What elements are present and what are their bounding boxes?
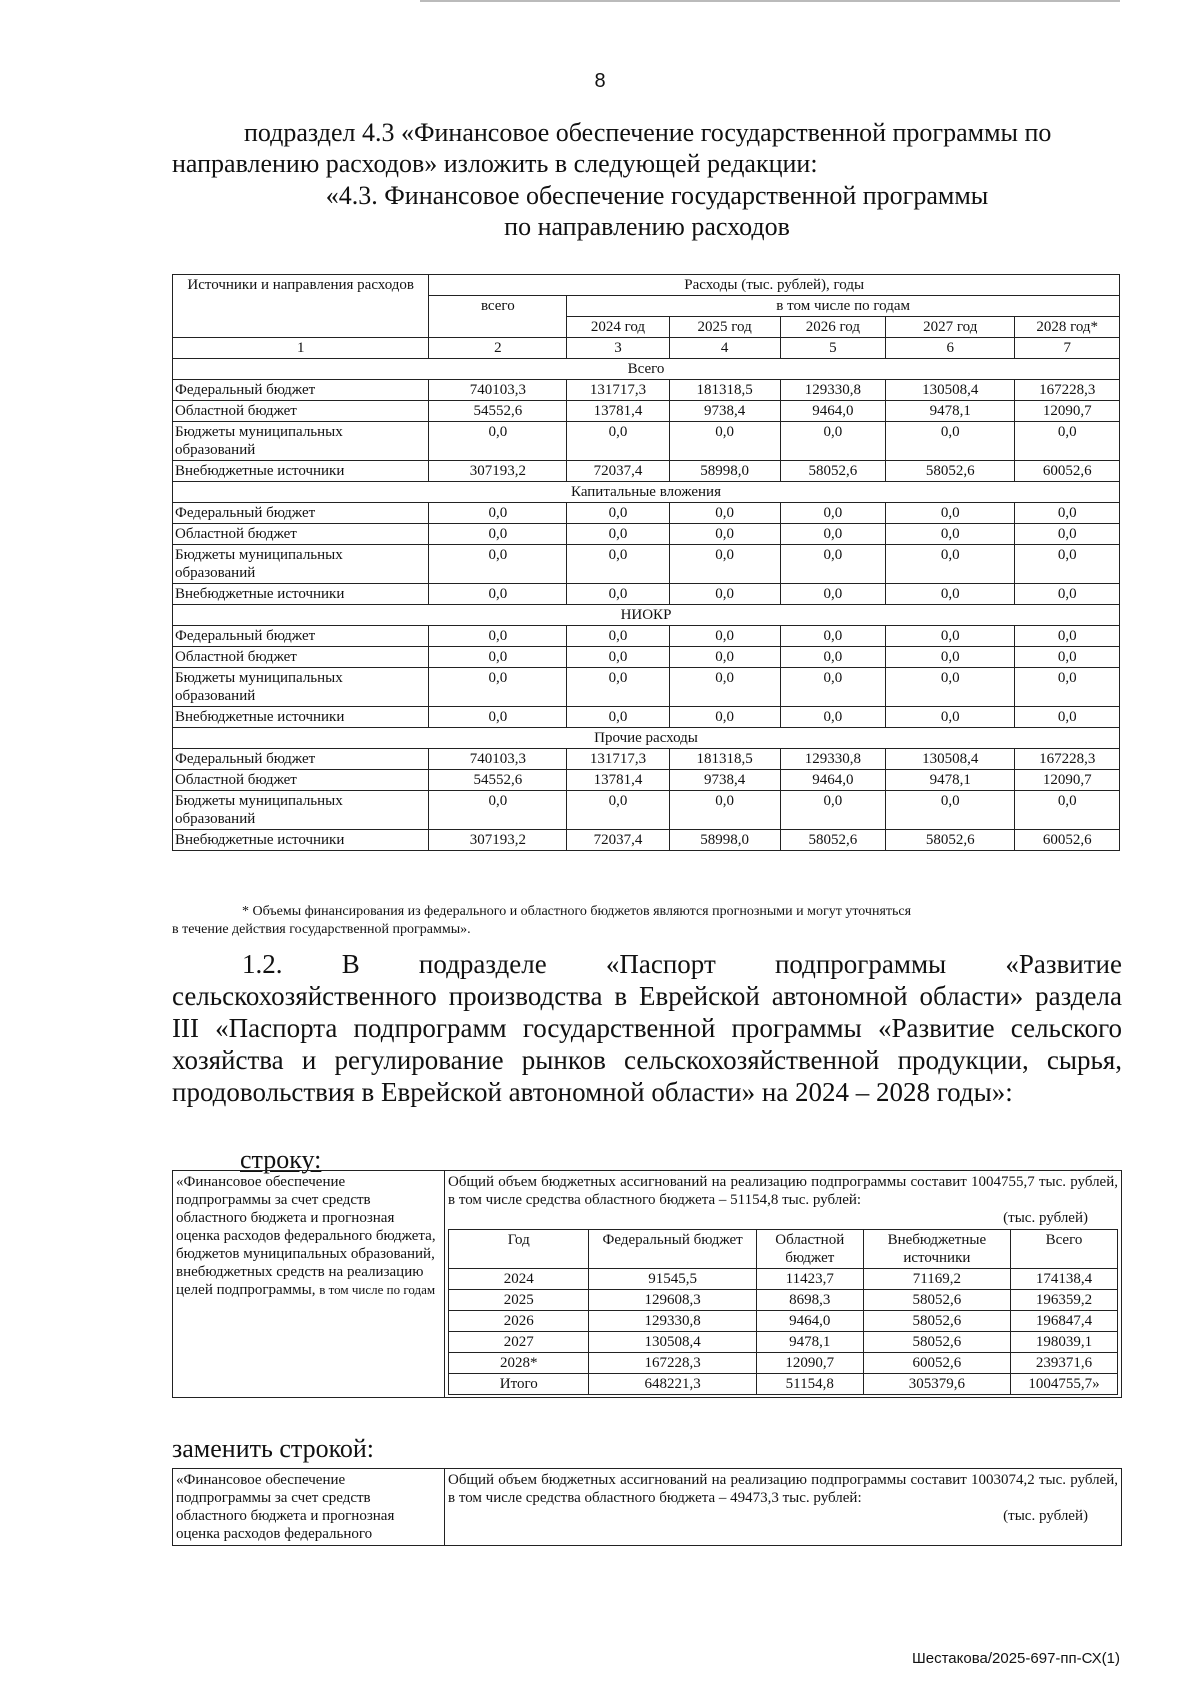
passport-old-label-cell [173, 1171, 445, 1398]
value-cell: 58052,6 [886, 461, 1015, 482]
value-cell: 9478,1 [886, 770, 1015, 791]
section-title: Капитальные вложения [173, 482, 1120, 503]
intro-text: подраздел 4.3 «Финансовое обеспечение государственной программы по направлению расходов» изложить в следующей редакции: [172, 118, 1052, 178]
value-cell: 58052,6 [886, 830, 1015, 851]
section-heading [172, 180, 1122, 242]
value-cell: 72037,4 [567, 830, 669, 851]
table-row [173, 422, 1120, 461]
passport-value-cell: 2024 [449, 1269, 589, 1290]
value-cell: 167228,3 [1015, 749, 1120, 770]
section-row [173, 482, 1120, 503]
section-heading-line2: по направлению расходов [504, 212, 790, 241]
header-expenses: Расходы (тыс. рублей), годы [429, 275, 1120, 296]
value-cell: 58052,6 [780, 461, 886, 482]
passport-old-text: Общий объем бюджетных ассигнований на реализацию подпрограммы составит 1004755,7 тыс. рублей, в том числе средства областного бюджета – 51154,8 тыс. рублей: [448, 1174, 1118, 1208]
column-number: 2 [429, 338, 567, 359]
passport-value-cell: 239371,6 [1010, 1353, 1117, 1374]
value-cell: 0,0 [567, 545, 669, 584]
value-cell: 13781,4 [567, 401, 669, 422]
header-year: 2025 год [669, 317, 780, 338]
column-number: 5 [780, 338, 886, 359]
table-row [173, 545, 1120, 584]
row-label: Федеральный бюджет [173, 380, 429, 401]
page-number: 8 [594, 70, 606, 92]
value-cell: 129330,8 [780, 380, 886, 401]
value-cell: 0,0 [429, 422, 567, 461]
value-cell: 740103,3 [429, 749, 567, 770]
value-cell: 0,0 [669, 545, 780, 584]
value-cell: 0,0 [886, 626, 1015, 647]
value-cell: 0,0 [1015, 524, 1120, 545]
row-label: Бюджеты муниципальных образований [173, 422, 429, 461]
replace-label: заменить строкой: [172, 1434, 375, 1463]
passport-value-cell: 58052,6 [863, 1311, 1010, 1332]
passport-year-row [449, 1374, 1118, 1395]
row-label: Федеральный бюджет [173, 626, 429, 647]
row-label: Федеральный бюджет [173, 503, 429, 524]
passport-old-label: «Финансовое обеспечение подпрограммы за счет средств областного бюджета и прогнозная оценка расходов федерального бюджета, бюджетов муниципальных образований, внебюджетных средств на реализацию целей подпрограммы, [176, 1174, 436, 1298]
value-cell: 0,0 [1015, 647, 1120, 668]
value-cell: 167228,3 [1015, 380, 1120, 401]
table-row [173, 461, 1120, 482]
table-row [173, 626, 1120, 647]
value-cell: 0,0 [669, 647, 780, 668]
value-cell: 0,0 [429, 545, 567, 584]
value-cell: 0,0 [780, 626, 886, 647]
header-year: 2028 год* [1015, 317, 1120, 338]
passport-new-row [173, 1469, 1122, 1546]
finance-table [172, 274, 1120, 851]
passport-year-row [449, 1311, 1118, 1332]
row-label: Бюджеты муниципальных образований [173, 791, 429, 830]
value-cell: 9738,4 [669, 401, 780, 422]
passport-value-cell: 2028* [449, 1353, 589, 1374]
passport-value-cell: 8698,3 [756, 1290, 863, 1311]
passport-year-row [449, 1269, 1118, 1290]
column-number: 1 [173, 338, 429, 359]
passport-header-cell: Год [449, 1230, 589, 1269]
value-cell: 0,0 [429, 524, 567, 545]
passport-old-content-cell [445, 1171, 1122, 1398]
value-cell: 54552,6 [429, 770, 567, 791]
section-row [173, 728, 1120, 749]
value-cell: 0,0 [886, 584, 1015, 605]
value-cell: 0,0 [669, 503, 780, 524]
value-cell: 0,0 [886, 668, 1015, 707]
table-header-row [173, 275, 1120, 296]
value-cell: 0,0 [567, 707, 669, 728]
value-cell: 72037,4 [567, 461, 669, 482]
section-row [173, 359, 1120, 380]
value-cell: 54552,6 [429, 401, 567, 422]
value-cell: 58998,0 [669, 830, 780, 851]
value-cell: 58052,6 [780, 830, 886, 851]
value-cell: 0,0 [669, 668, 780, 707]
row-label: Областной бюджет [173, 401, 429, 422]
passport-value-cell: 51154,8 [756, 1374, 863, 1395]
row-label: Внебюджетные источники [173, 707, 429, 728]
header-source: Источники и направления расходов [173, 275, 429, 338]
value-cell: 0,0 [429, 647, 567, 668]
value-cell: 0,0 [567, 584, 669, 605]
value-cell: 12090,7 [1015, 401, 1120, 422]
passport-value-cell: 9478,1 [756, 1332, 863, 1353]
value-cell: 0,0 [429, 707, 567, 728]
value-cell: 0,0 [780, 503, 886, 524]
table-column-numbers-row [173, 338, 1120, 359]
table-row [173, 770, 1120, 791]
column-number: 4 [669, 338, 780, 359]
value-cell: 0,0 [669, 584, 780, 605]
table-row [173, 791, 1120, 830]
passport-value-cell: 2026 [449, 1311, 589, 1332]
value-cell: 60052,6 [1015, 461, 1120, 482]
section-title: НИОКР [173, 605, 1120, 626]
passport-header-cell: Внебюджетные источники [863, 1230, 1010, 1269]
stroku-label: строку: [240, 1145, 322, 1174]
value-cell: 9464,0 [780, 770, 886, 791]
table-row [173, 668, 1120, 707]
header-by-years: в том числе по годам [567, 296, 1120, 317]
amendment-paragraph: 1.2. В подразделе «Паспорт подпрограммы «Развитие сельскохозяйственного производства в Еврейской автономной области» раздела III «Паспорта подпрограмм государственной программы «Развитие сельского хозяйства и регулирование рынков сельскохозяйственной продукции, сырья, продовольствия в Еврейской автономной области» на 2024 – 2028 годы»: [172, 949, 1122, 1107]
value-cell: 0,0 [669, 791, 780, 830]
value-cell: 0,0 [886, 545, 1015, 584]
table-row [173, 524, 1120, 545]
value-cell: 0,0 [1015, 668, 1120, 707]
passport-value-cell: 91545,5 [589, 1269, 756, 1290]
table-row [173, 647, 1120, 668]
header-total: всего [429, 296, 567, 338]
passport-value-cell: 305379,6 [863, 1374, 1010, 1395]
passport-header-cell: Всего [1010, 1230, 1117, 1269]
passport-value-cell: 167228,3 [589, 1353, 756, 1374]
value-cell: 13781,4 [567, 770, 669, 791]
passport-old-units: (тыс. рублей) [1003, 1210, 1088, 1226]
value-cell: 0,0 [567, 503, 669, 524]
passport-value-cell: Итого [449, 1374, 589, 1395]
value-cell: 0,0 [567, 668, 669, 707]
passport-value-cell: 174138,4 [1010, 1269, 1117, 1290]
passport-value-cell: 196359,2 [1010, 1290, 1117, 1311]
value-cell: 0,0 [780, 524, 886, 545]
value-cell: 0,0 [780, 791, 886, 830]
value-cell: 129330,8 [780, 749, 886, 770]
value-cell: 0,0 [886, 422, 1015, 461]
passport-new-text: Общий объем бюджетных ассигнований на реализацию подпрограммы составит 1003074,2 тыс. рублей, в том числе средства областного бюджета – 49473,3 тыс. рублей: [448, 1472, 1118, 1506]
header-year: 2027 год [886, 317, 1015, 338]
value-cell: 0,0 [429, 584, 567, 605]
value-cell: 60052,6 [1015, 830, 1120, 851]
value-cell: 0,0 [780, 647, 886, 668]
passport-value-cell: 12090,7 [756, 1353, 863, 1374]
passport-value-cell: 129608,3 [589, 1290, 756, 1311]
value-cell: 0,0 [567, 524, 669, 545]
passport-new-label: «Финансовое обеспечение подпрограммы за счет средств областного бюджета и прогнозная оценка расходов федерального [173, 1469, 445, 1546]
passport-value-cell: 129330,8 [589, 1311, 756, 1332]
passport-year-row [449, 1353, 1118, 1374]
value-cell: 12090,7 [1015, 770, 1120, 791]
row-label: Областной бюджет [173, 647, 429, 668]
value-cell: 0,0 [780, 422, 886, 461]
passport-value-cell: 9464,0 [756, 1311, 863, 1332]
document-footer-code: Шестакова/2025-697-пп-СХ(1) [912, 1650, 1120, 1667]
table-row [173, 749, 1120, 770]
value-cell: 0,0 [429, 668, 567, 707]
row-label: Областной бюджет [173, 770, 429, 791]
value-cell: 131717,3 [567, 749, 669, 770]
value-cell: 0,0 [886, 707, 1015, 728]
passport-value-cell: 58052,6 [863, 1332, 1010, 1353]
value-cell: 181318,5 [669, 380, 780, 401]
passport-value-cell: 58052,6 [863, 1290, 1010, 1311]
value-cell: 0,0 [567, 626, 669, 647]
passport-new-table [172, 1468, 1122, 1546]
value-cell: 181318,5 [669, 749, 780, 770]
column-number: 7 [1015, 338, 1120, 359]
passport-value-cell: 71169,2 [863, 1269, 1010, 1290]
value-cell: 307193,2 [429, 830, 567, 851]
value-cell: 9478,1 [886, 401, 1015, 422]
value-cell: 130508,4 [886, 749, 1015, 770]
table-row [173, 380, 1120, 401]
passport-value-cell: 2027 [449, 1332, 589, 1353]
row-label: Бюджеты муниципальных образований [173, 545, 429, 584]
value-cell: 0,0 [1015, 626, 1120, 647]
value-cell: 0,0 [886, 503, 1015, 524]
value-cell: 0,0 [1015, 791, 1120, 830]
passport-value-cell: 2025 [449, 1290, 589, 1311]
passport-value-cell: 11423,7 [756, 1269, 863, 1290]
value-cell: 58998,0 [669, 461, 780, 482]
row-label: Бюджеты муниципальных образований [173, 668, 429, 707]
passport-header-cell: Федеральный бюджет [589, 1230, 756, 1269]
value-cell: 0,0 [886, 524, 1015, 545]
value-cell: 131717,3 [567, 380, 669, 401]
value-cell: 0,0 [567, 791, 669, 830]
value-cell: 0,0 [1015, 584, 1120, 605]
table-row [173, 707, 1120, 728]
row-label: Областной бюджет [173, 524, 429, 545]
passport-new-content-cell [445, 1469, 1122, 1546]
passport-value-cell: 1004755,7» [1010, 1374, 1117, 1395]
column-number: 3 [567, 338, 669, 359]
passport-old-header-row [449, 1230, 1118, 1269]
value-cell: 0,0 [429, 626, 567, 647]
value-cell: 0,0 [780, 545, 886, 584]
row-label: Внебюджетные источники [173, 584, 429, 605]
value-cell: 0,0 [886, 647, 1015, 668]
value-cell: 0,0 [669, 422, 780, 461]
value-cell: 0,0 [567, 422, 669, 461]
footnote-line1: * Объемы финансирования из федерального и областного бюджетов являются прогнозными и могут уточняться [242, 904, 912, 919]
value-cell: 740103,3 [429, 380, 567, 401]
passport-old-row [173, 1171, 1122, 1398]
passport-value-cell: 60052,6 [863, 1353, 1010, 1374]
table-row [173, 584, 1120, 605]
passport-old-year-table-body [449, 1230, 1118, 1395]
finance-table-body [173, 275, 1120, 851]
table-row [173, 401, 1120, 422]
value-cell: 0,0 [669, 626, 780, 647]
section-heading-line1: «4.3. Финансовое обеспечение государственной программы [325, 181, 989, 210]
passport-new-units: (тыс. рублей) [1003, 1508, 1088, 1524]
column-number: 6 [886, 338, 1015, 359]
value-cell: 307193,2 [429, 461, 567, 482]
row-label: Внебюджетные источники [173, 830, 429, 851]
passport-value-cell: 648221,3 [589, 1374, 756, 1395]
table-row [173, 503, 1120, 524]
value-cell: 130508,4 [886, 380, 1015, 401]
footnote-line2: в течение действия государственной программы». [172, 922, 471, 937]
section-row [173, 605, 1120, 626]
passport-year-row [449, 1332, 1118, 1353]
passport-old-table [172, 1170, 1122, 1398]
scan-edge-line [420, 0, 1120, 2]
value-cell: 9464,0 [780, 401, 886, 422]
table-row [173, 830, 1120, 851]
value-cell: 0,0 [780, 668, 886, 707]
value-cell: 0,0 [780, 707, 886, 728]
passport-header-cell: Областной бюджет [756, 1230, 863, 1269]
passport-old-label-small: в том числе по годам [319, 1282, 436, 1297]
value-cell: 9738,4 [669, 770, 780, 791]
passport-year-row [449, 1290, 1118, 1311]
value-cell: 0,0 [1015, 422, 1120, 461]
value-cell: 0,0 [567, 647, 669, 668]
section-title: Прочие расходы [173, 728, 1120, 749]
value-cell: 0,0 [669, 524, 780, 545]
row-label: Федеральный бюджет [173, 749, 429, 770]
value-cell: 0,0 [669, 707, 780, 728]
passport-value-cell: 198039,1 [1010, 1332, 1117, 1353]
value-cell: 0,0 [1015, 503, 1120, 524]
passport-value-cell: 130508,4 [589, 1332, 756, 1353]
value-cell: 0,0 [886, 791, 1015, 830]
passport-old-year-table [448, 1229, 1118, 1395]
passport-value-cell: 196847,4 [1010, 1311, 1117, 1332]
section-title: Всего [173, 359, 1120, 380]
value-cell: 0,0 [429, 791, 567, 830]
value-cell: 0,0 [1015, 545, 1120, 584]
header-year: 2026 год [780, 317, 886, 338]
value-cell: 0,0 [429, 503, 567, 524]
footnote [172, 903, 1120, 939]
value-cell: 0,0 [1015, 707, 1120, 728]
value-cell: 0,0 [780, 584, 886, 605]
row-label: Внебюджетные источники [173, 461, 429, 482]
header-year: 2024 год [567, 317, 669, 338]
